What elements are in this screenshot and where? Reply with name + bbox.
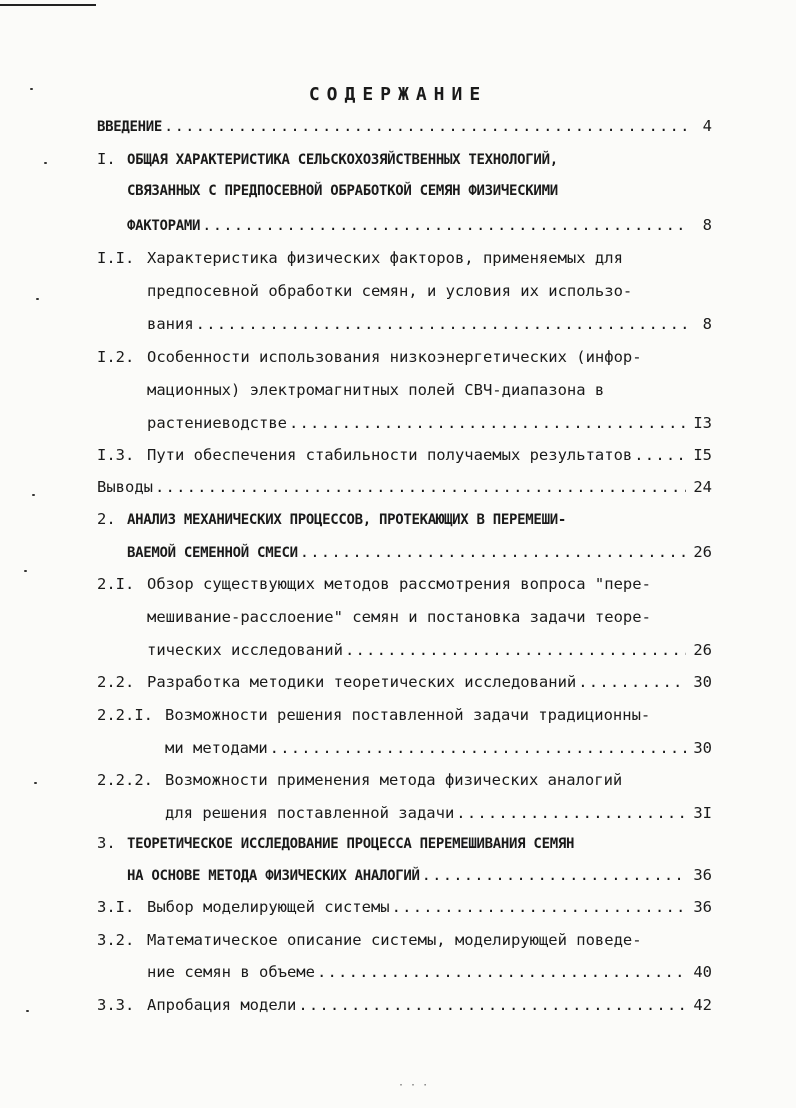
toc-line bbox=[97, 898, 712, 928]
toc-entry-text: Выводы bbox=[97, 478, 153, 496]
toc-line bbox=[97, 478, 712, 508]
toc-entry-text: Обзор существующих методов рассмотрения вопроса "пере- bbox=[147, 575, 651, 593]
toc-entry-text: Возможности решения поставленной задачи традиционны- bbox=[165, 706, 651, 724]
toc-leader-dots bbox=[578, 673, 686, 691]
toc-entry-text: предпосевной обработки семян, и условия их использо- bbox=[147, 282, 633, 300]
toc-entry-text: ОБЩАЯ ХАРАКТЕРИСТИКА СЕЛЬСКОХОЗЯЙСТВЕННЫХ ТЕХНОЛОГИЙ, bbox=[127, 152, 558, 168]
toc-page-number: I3 bbox=[693, 414, 712, 432]
toc-line bbox=[147, 641, 712, 671]
toc-number: I.I. bbox=[97, 249, 135, 267]
toc-page-number: 8 bbox=[702, 216, 712, 234]
toc-number: 3.3. bbox=[97, 996, 135, 1014]
toc-leader-dots bbox=[345, 641, 686, 659]
scan-speck bbox=[32, 494, 35, 496]
toc-line bbox=[97, 150, 558, 180]
toc-entry-text: для решения поставленной задачи bbox=[165, 804, 455, 822]
toc-number: I.3. bbox=[97, 446, 135, 464]
scan-speck bbox=[36, 298, 39, 300]
toc-leader-dots bbox=[155, 478, 686, 496]
toc-number: 2.2.2. bbox=[97, 771, 153, 789]
toc-line bbox=[97, 996, 712, 1026]
toc-page-number: 36 bbox=[693, 866, 712, 884]
toc-page-number: 26 bbox=[693, 543, 712, 561]
toc-line bbox=[165, 739, 712, 769]
toc-entry-text: ми методами bbox=[165, 739, 268, 757]
toc-line bbox=[97, 575, 651, 605]
toc-entry-text: Апробация модели bbox=[147, 996, 297, 1014]
toc-leader-dots bbox=[289, 414, 686, 432]
toc-number: 3.2. bbox=[97, 931, 135, 949]
toc-number: 2. bbox=[97, 510, 116, 528]
toc-line bbox=[127, 216, 712, 246]
toc-number: 3. bbox=[97, 834, 116, 852]
toc-leader-dots bbox=[164, 117, 686, 135]
toc-line bbox=[97, 706, 650, 736]
scan-speck bbox=[26, 1010, 29, 1012]
toc-leader-dots bbox=[196, 315, 686, 333]
toc-line bbox=[127, 866, 712, 896]
scan-mark: · · · bbox=[398, 1080, 429, 1091]
toc-leader-dots bbox=[422, 866, 686, 884]
toc-entry-text: Пути обеспечения стабильности получаемых результатов bbox=[147, 446, 633, 464]
toc-entry-text: ВВЕДЕНИЕ bbox=[97, 119, 163, 135]
toc-line bbox=[97, 771, 622, 801]
toc-leader-dots bbox=[634, 446, 686, 464]
toc-line bbox=[147, 381, 604, 411]
scan-speck bbox=[44, 162, 47, 164]
toc-line bbox=[97, 510, 566, 540]
toc-entry-text: ние семян в объеме bbox=[147, 963, 315, 981]
toc-page-number: 30 bbox=[693, 673, 712, 691]
toc-number: I. bbox=[97, 150, 116, 168]
toc-leader-dots bbox=[202, 216, 686, 234]
toc-line bbox=[165, 804, 712, 834]
toc-line bbox=[147, 414, 712, 444]
toc-page-number: 24 bbox=[693, 478, 712, 496]
toc-entry-text: Характеристика физических факторов, применяемых для bbox=[147, 249, 623, 267]
toc-entry-text: Разработка методики теоретических исследований bbox=[147, 673, 577, 691]
toc-line bbox=[97, 446, 712, 476]
page-title: СОДЕРЖАНИЕ bbox=[308, 84, 488, 105]
toc-leader-dots bbox=[298, 996, 686, 1014]
toc-entry-text: ФАКТОРАМИ bbox=[127, 218, 201, 234]
toc-leader-dots bbox=[392, 898, 686, 916]
toc-page-number: 26 bbox=[693, 641, 712, 659]
toc-page-number: 36 bbox=[693, 898, 712, 916]
toc-entry-text: Особенности использования низкоэнергетических (инфор- bbox=[147, 348, 642, 366]
toc-entry-text: СВЯЗАННЫХ С ПРЕДПОСЕВНОЙ ОБРАБОТКОЙ СЕМЯН ФИЗИЧЕСКИМИ bbox=[127, 183, 558, 199]
toc-line bbox=[97, 249, 623, 279]
toc-page-number: 40 bbox=[693, 963, 712, 981]
toc-entry-text: Математическое описание системы, моделирующей поведе- bbox=[147, 931, 642, 949]
toc-line bbox=[97, 931, 642, 961]
toc-line bbox=[147, 315, 712, 345]
toc-entry-text: тических исследований bbox=[147, 641, 343, 659]
toc-line bbox=[147, 608, 651, 638]
toc-line bbox=[147, 282, 632, 312]
toc-leader-dots bbox=[270, 739, 686, 757]
toc-line bbox=[97, 348, 642, 378]
toc-entry-text: мационных) электромагнитных полей СВЧ-диапазона в bbox=[147, 381, 605, 399]
scan-speck bbox=[34, 782, 37, 784]
toc-page-number: 8 bbox=[702, 315, 712, 333]
toc-entry-text: ВАЕМОЙ СЕМЕННОЙ СМЕСИ bbox=[127, 545, 298, 561]
toc-line bbox=[97, 117, 712, 147]
toc-line bbox=[127, 543, 712, 573]
toc-number: 2.2. bbox=[97, 673, 135, 691]
toc-line bbox=[97, 673, 712, 703]
toc-entry-text: растениеводстве bbox=[147, 414, 287, 432]
toc-number: 3.I. bbox=[97, 898, 135, 916]
toc-page-number: 30 bbox=[693, 739, 712, 757]
scan-edge-line bbox=[0, 4, 96, 6]
toc-number: I.2. bbox=[97, 348, 135, 366]
scan-speck bbox=[24, 570, 27, 572]
toc-entry-text: вания bbox=[147, 315, 194, 333]
toc-leader-dots bbox=[300, 543, 686, 561]
toc-page-number: 4 bbox=[702, 117, 712, 135]
toc-entry-text: АНАЛИЗ МЕХАНИЧЕСКИХ ПРОЦЕССОВ, ПРОТЕКАЮЩИХ В ПЕРЕМЕШИ- bbox=[127, 512, 566, 528]
toc-page-number: I5 bbox=[693, 446, 712, 464]
toc-number: 2.I. bbox=[97, 575, 135, 593]
toc-page-number: 3I bbox=[693, 804, 712, 822]
toc-line bbox=[97, 834, 574, 864]
toc-leader-dots bbox=[456, 804, 686, 822]
toc-entry-text: НА ОСНОВЕ МЕТОДА ФИЗИЧЕСКИХ АНАЛОГИЙ bbox=[127, 868, 420, 884]
toc-entry-text: мешивание-расслоение" семян и постановка задачи теоре- bbox=[147, 608, 651, 626]
toc-entry-text: Выбор моделирующей системы bbox=[147, 898, 390, 916]
toc-entry-text: ТЕОРЕТИЧЕСКОЕ ИССЛЕДОВАНИЕ ПРОЦЕССА ПЕРЕМЕШИВАНИЯ СЕМЯН bbox=[127, 836, 575, 852]
toc-line bbox=[147, 963, 712, 993]
toc-line bbox=[127, 183, 558, 213]
toc-number: 2.2.I. bbox=[97, 706, 153, 724]
toc-leader-dots bbox=[317, 963, 686, 981]
toc-page-number: 42 bbox=[693, 996, 712, 1014]
toc-entry-text: Возможности применения метода физических аналогий bbox=[165, 771, 623, 789]
